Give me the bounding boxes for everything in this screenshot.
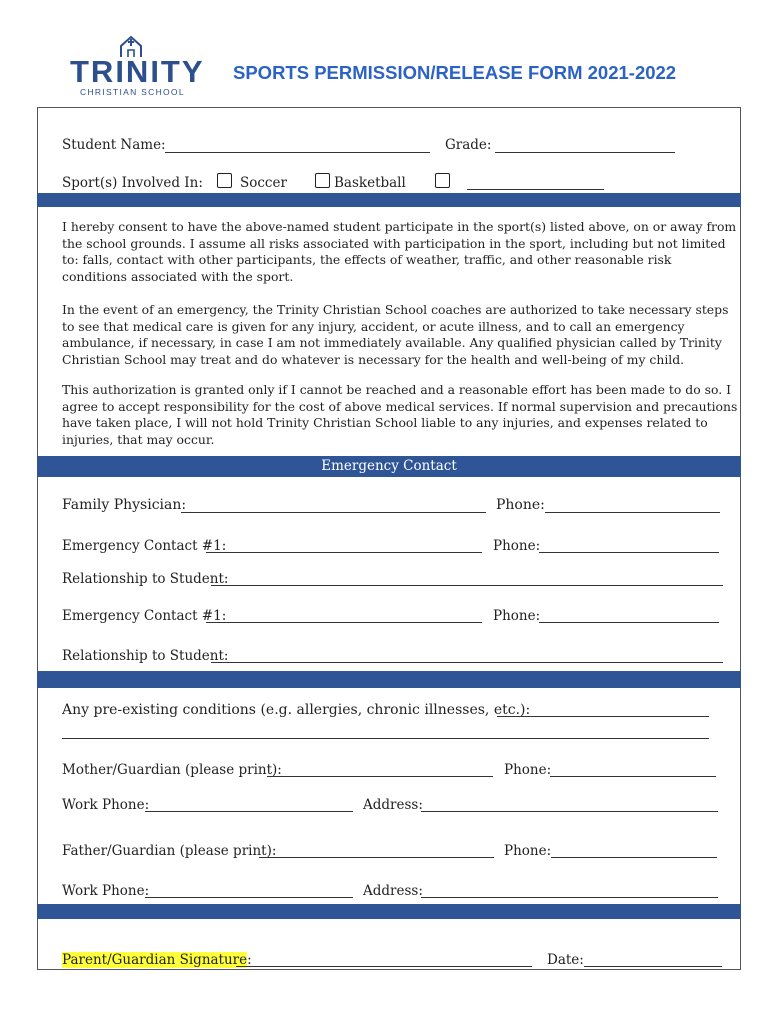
- signature-field[interactable]: [236, 966, 532, 967]
- physician-label: Family Physician:: [62, 497, 187, 513]
- emergency-contact-title: Emergency Contact: [321, 458, 457, 474]
- signature-label: Parent/Guardian Signature: [62, 952, 248, 968]
- contact2-phone-field[interactable]: [539, 622, 719, 623]
- relationship2-field[interactable]: [211, 662, 723, 663]
- logo-wordmark: TRINITY: [70, 54, 205, 89]
- date-label: Date:: [547, 952, 584, 968]
- contact2-field[interactable]: [206, 622, 482, 623]
- mother-work-phone-label: Work Phone:: [62, 797, 150, 813]
- conditions-field[interactable]: [497, 716, 709, 717]
- mother-phone-label: Phone:: [504, 762, 552, 778]
- other-sport-field[interactable]: [467, 189, 604, 190]
- student-name-label: Student Name:: [62, 137, 166, 153]
- section-divider-1: [37, 193, 741, 207]
- soccer-label: Soccer: [240, 175, 287, 191]
- father-phone-field[interactable]: [551, 857, 717, 858]
- father-work-phone-label: Work Phone:: [62, 883, 150, 899]
- mother-label: Mother/Guardian (please print):: [62, 762, 282, 778]
- basketball-label: Basketball: [334, 175, 406, 191]
- grade-label: Grade:: [445, 137, 492, 153]
- consent-paragraph-3: This authorization is granted only if I cannot be reached and a reasonable effort has been made to do so. I agree to accept responsibility for the cost of above medical services. If normal supervision and precautions have taken place, I will not hold Trinity Christian School liable to any injuries, and expenses related to injuries, that may occur.: [62, 382, 738, 447]
- contact1-phone-label: Phone:: [493, 538, 541, 554]
- father-phone-label: Phone:: [504, 843, 552, 859]
- section-divider-2: [37, 671, 741, 688]
- sports-label: Sport(s) Involved In:: [62, 175, 203, 191]
- conditions-field-line-2[interactable]: [62, 738, 709, 739]
- mother-field[interactable]: [267, 776, 493, 777]
- father-label: Father/Guardian (please print):: [62, 843, 277, 859]
- school-logo: [70, 34, 205, 98]
- other-sport-checkbox[interactable]: [435, 173, 450, 188]
- contact1-phone-field[interactable]: [539, 552, 719, 553]
- mother-phone-field[interactable]: [550, 776, 716, 777]
- contact1-label: Emergency Contact #1:: [62, 538, 227, 554]
- mother-work-phone-field[interactable]: [145, 811, 353, 812]
- relationship1-label: Relationship to Student:: [62, 571, 229, 587]
- student-name-field[interactable]: [165, 152, 430, 153]
- contact1-field[interactable]: [206, 552, 482, 553]
- contact2-phone-label: Phone:: [493, 608, 541, 624]
- grade-field[interactable]: [495, 152, 675, 153]
- father-address-label: Address:: [363, 883, 423, 899]
- mother-address-field[interactable]: [421, 811, 718, 812]
- basketball-checkbox[interactable]: [315, 173, 330, 188]
- relationship1-field[interactable]: [211, 585, 723, 586]
- physician-phone-label: Phone:: [496, 497, 545, 513]
- mother-address-label: Address:: [363, 797, 423, 813]
- physician-field[interactable]: [181, 512, 486, 513]
- signature-label-wrap: [62, 952, 252, 968]
- consent-paragraph-1: I hereby consent to have the above-named student participate in the sport(s) listed above, on or away from the school grounds. I assume all risks associated with participation in the sport, including but not limited to: falls, contact with other participants, the effects of weather, traffic, and other reasonable risk conditions associated with the sport.: [62, 219, 737, 284]
- father-work-phone-field[interactable]: [145, 897, 353, 898]
- contact2-label: Emergency Contact #1:: [62, 608, 227, 624]
- signature-colon: :: [247, 952, 252, 968]
- consent-paragraph-2: In the event of an emergency, the Trinity Christian School coaches are authorized to take necessary steps to see that medical care is given for any injury, accident, or acute illness, and to call an emergency ambulance, if necessary, in case I am not immediately available. Any qualified physician called by Trinity Christian School may treat and do whatever is necessary for the health and well-being of my child.: [62, 302, 729, 367]
- relationship2-label: Relationship to Student:: [62, 648, 229, 664]
- father-address-field[interactable]: [421, 897, 718, 898]
- logo-subtitle: CHRISTIAN SCHOOL: [80, 87, 185, 97]
- date-field[interactable]: [584, 966, 722, 967]
- soccer-checkbox[interactable]: [217, 173, 232, 188]
- conditions-label: Any pre-existing conditions (e.g. allergies, chronic illnesses, etc.):: [62, 702, 531, 718]
- emergency-contact-band: [37, 456, 741, 477]
- form-title: SPORTS PERMISSION/RELEASE FORM 2021-2022: [233, 62, 677, 83]
- father-field[interactable]: [259, 857, 494, 858]
- physician-phone-field[interactable]: [545, 512, 720, 513]
- section-divider-3: [37, 904, 741, 919]
